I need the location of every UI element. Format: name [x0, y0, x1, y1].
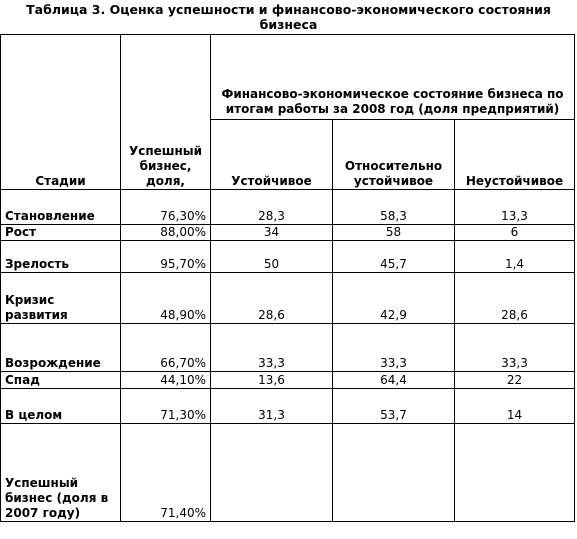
row-success: 44,10% — [121, 372, 211, 389]
row-stable: 31,3 — [211, 389, 333, 424]
row-stage: Возрождение — [1, 324, 121, 372]
header-fin-state: Финансово-экономическое состояние бизнеса по итогам работы за 2008 год (доля предприятий) — [211, 35, 575, 120]
row-rel-stable: 33,3 — [333, 324, 455, 372]
row-unstable: 6 — [455, 225, 575, 241]
row-stable: 28,3 — [211, 190, 333, 225]
row-stable: 33,3 — [211, 324, 333, 372]
table-row — [1, 372, 575, 389]
table-row — [1, 389, 575, 424]
row-stable — [211, 424, 333, 522]
header-rel-stable: Относительно устойчивое — [333, 120, 455, 190]
row-rel-stable: 64,4 — [333, 372, 455, 389]
header-success: Успешный бизнес, доля, — [121, 35, 211, 190]
row-unstable: 22 — [455, 372, 575, 389]
row-stage: Кризис развития — [1, 273, 121, 324]
table-row — [1, 424, 575, 522]
table-title — [0, 2, 577, 32]
row-stable: 13,6 — [211, 372, 333, 389]
row-success: 48,90% — [121, 273, 211, 324]
row-unstable: 33,3 — [455, 324, 575, 372]
row-rel-stable: 58,3 — [333, 190, 455, 225]
header-stage: Стадии — [1, 35, 121, 190]
table-row — [1, 241, 575, 273]
row-unstable: 1,4 — [455, 241, 575, 273]
row-success: 71,40% — [121, 424, 211, 522]
row-unstable: 28,6 — [455, 273, 575, 324]
row-unstable: 13,3 — [455, 190, 575, 225]
row-success: 95,70% — [121, 241, 211, 273]
row-success: 71,30% — [121, 389, 211, 424]
row-stage: Зрелость — [1, 241, 121, 273]
row-stage: Рост — [1, 225, 121, 241]
row-stable: 34 — [211, 225, 333, 241]
row-stable: 28,6 — [211, 273, 333, 324]
title-line-2: бизнеса — [259, 17, 318, 32]
table-row — [1, 225, 575, 241]
row-success: 66,70% — [121, 324, 211, 372]
header-unstable: Неустойчивое — [455, 120, 575, 190]
table-row — [1, 273, 575, 324]
table-row — [1, 324, 575, 372]
row-rel-stable: 53,7 — [333, 389, 455, 424]
row-rel-stable: 58 — [333, 225, 455, 241]
row-rel-stable — [333, 424, 455, 522]
row-stage: Становление — [1, 190, 121, 225]
title-line-1: Таблица 3. Оценка успешности и финансово-экономического состояния — [26, 2, 551, 17]
table-row — [1, 190, 575, 225]
row-success: 76,30% — [121, 190, 211, 225]
row-unstable: 14 — [455, 389, 575, 424]
row-stage: Успешный бизнес (доля в 2007 году) — [1, 424, 121, 522]
row-unstable — [455, 424, 575, 522]
row-success: 88,00% — [121, 225, 211, 241]
row-stage: В целом — [1, 389, 121, 424]
row-stage: Спад — [1, 372, 121, 389]
row-rel-stable: 42,9 — [333, 273, 455, 324]
header-stable: Устойчивое — [211, 120, 333, 190]
row-stable: 50 — [211, 241, 333, 273]
row-rel-stable: 45,7 — [333, 241, 455, 273]
assessment-table — [0, 34, 575, 522]
